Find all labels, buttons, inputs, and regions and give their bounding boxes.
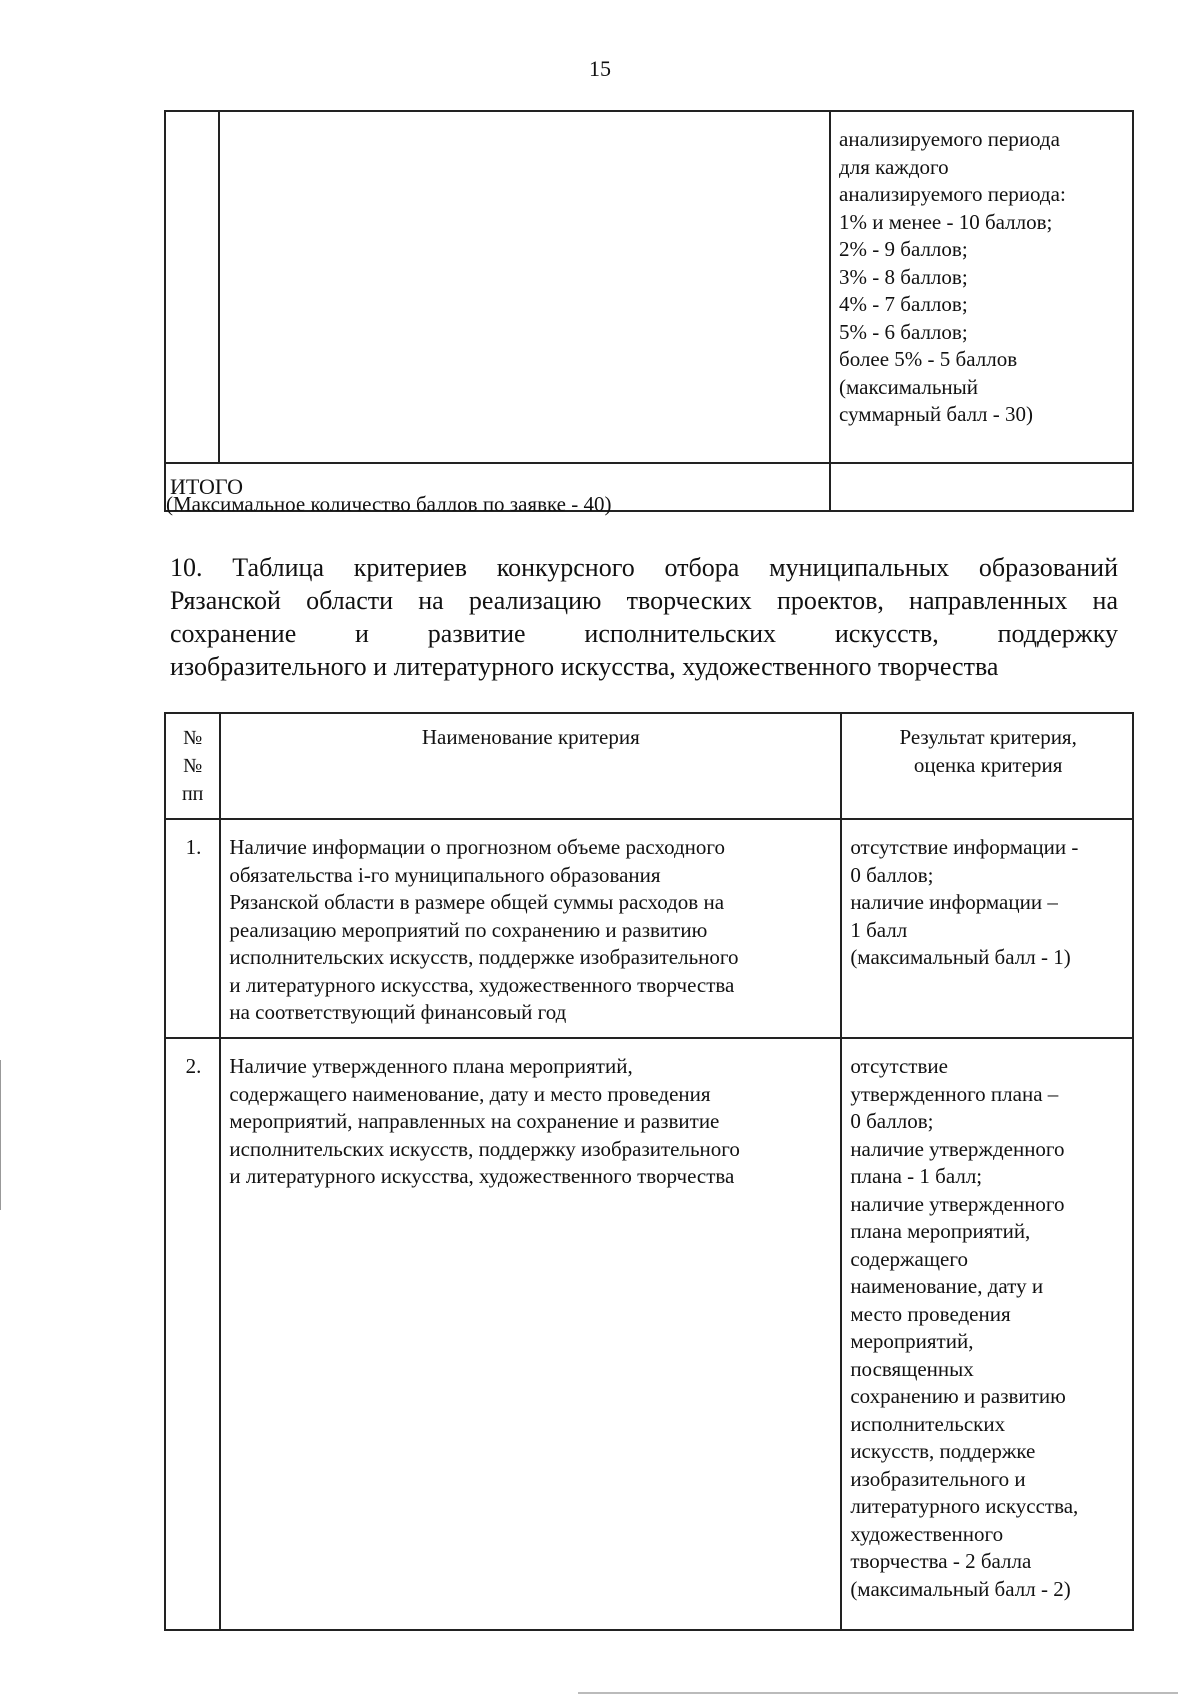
result-cell <box>830 111 1133 463</box>
criterion-line: и литературного искусства, художественного творчества <box>229 972 735 997</box>
criterion-line: исполнительских искусств, поддержку изобразительного <box>229 1136 740 1161</box>
result-line: литературного искусства, <box>850 1494 1079 1518</box>
result-line: плана - 1 балл; <box>850 1164 983 1188</box>
heading-line: изобразительного и литературного искусства, художественного творчества <box>170 652 999 681</box>
criterion-line: мероприятий, направленных на сохранение и развитие <box>229 1109 720 1133</box>
total-label: ИТОГО <box>165 463 830 511</box>
result-line: анализируемого периода <box>839 127 1060 151</box>
result-line: наличие утвержденного <box>850 1136 1065 1161</box>
heading-line: сохранение и развитие исполнительских искусств, поддержку <box>170 619 1118 648</box>
result-line: отсутствие информации - <box>850 835 1079 859</box>
result-line: отсутствие <box>850 1054 948 1078</box>
result-line: содержащего <box>850 1246 968 1271</box>
criterion-line: на соответствующий финансовый год <box>229 1000 567 1024</box>
result-line: 1% и менее - 10 баллов; <box>839 209 1053 234</box>
table-row <box>165 1038 1133 1630</box>
heading-line: 10. Таблица критериев конкурсного отбора муниципальных образований <box>170 553 1118 582</box>
criterion-name <box>220 819 841 1038</box>
result-line: наименование, дату и <box>850 1274 1044 1298</box>
result-line: суммарный балл - 30) <box>839 402 1034 426</box>
heading-line: Рязанской области на реализацию творческих проектов, направленных на <box>170 586 1118 615</box>
header-result <box>841 713 1133 819</box>
result-line: художественного <box>850 1521 1004 1546</box>
table-row <box>165 111 1133 463</box>
header-result-line: Результат критерия, <box>899 725 1077 749</box>
criterion-result <box>841 819 1133 1038</box>
result-line: (максимальный <box>839 374 979 399</box>
continuation-table <box>164 110 1134 512</box>
result-line: плана мероприятий, <box>850 1219 1031 1243</box>
criterion-line: содержащего наименование, дату и место проведения <box>229 1081 711 1106</box>
header-name: Наименование критерия <box>220 713 841 819</box>
table-row <box>165 819 1133 1038</box>
header-result-line: оценка критерия <box>913 752 1063 777</box>
result-line: (максимальный балл - 2) <box>850 1576 1071 1601</box>
table-header-row <box>165 713 1133 819</box>
result-line: 5% - 6 баллов; <box>839 319 968 344</box>
result-line: сохранению и развитию <box>850 1384 1066 1408</box>
result-line: 0 баллов; <box>850 1109 934 1133</box>
result-line: посвященных <box>850 1356 974 1381</box>
result-line: исполнительских <box>850 1411 1006 1436</box>
criterion-result <box>841 1038 1133 1630</box>
criterion-line: обязательства i-го муниципального образования <box>229 862 661 887</box>
result-line: более 5% - 5 баллов <box>839 347 1018 371</box>
header-number-line: пп <box>181 783 204 805</box>
criterion-line: и литературного искусства, художественного творчества <box>229 1164 735 1188</box>
result-line: 3% - 8 баллов; <box>839 264 968 289</box>
result-line: 0 баллов; <box>850 862 934 887</box>
result-line: для каждого <box>839 154 949 179</box>
section-heading <box>170 551 1118 683</box>
result-line: (максимальный балл - 1) <box>850 945 1071 969</box>
header-number <box>165 713 220 819</box>
row-number: 2. <box>165 1038 220 1630</box>
result-line: анализируемого периода: <box>839 182 1066 206</box>
result-line: изобразительного и <box>850 1466 1026 1491</box>
criterion-line: исполнительских искусств, поддержке изобразительного <box>229 945 739 969</box>
result-line: 4% - 7 баллов; <box>839 292 968 316</box>
max-score-note: (Максимальное количество баллов по заявке - 40) <box>166 492 612 516</box>
criterion-line: Рязанской области в размере общей суммы расходов на <box>229 890 725 914</box>
scan-artifact-edge <box>0 1060 1 1210</box>
criteria-table <box>164 712 1134 1631</box>
result-line: утвержденного плана – <box>850 1081 1059 1106</box>
criterion-line: реализацию мероприятий по сохранению и развитию <box>229 917 708 942</box>
criterion-name <box>220 1038 841 1630</box>
result-line: творчества - 2 балла <box>850 1549 1032 1573</box>
result-line: наличие утвержденного <box>850 1191 1065 1216</box>
result-line: место проведения <box>850 1301 1011 1326</box>
header-number-line: № <box>183 755 203 777</box>
total-value-cell <box>830 463 1133 511</box>
number-cell <box>165 111 219 463</box>
name-cell <box>219 111 830 463</box>
result-line: 1 балл <box>850 917 908 942</box>
result-line: наличие информации – <box>850 890 1058 914</box>
criterion-line: Наличие утвержденного плана мероприятий, <box>229 1054 633 1078</box>
criterion-line: Наличие информации о прогнозном объеме расходного <box>229 835 725 859</box>
result-line: 2% - 9 баллов; <box>839 237 968 261</box>
page-number: 15 <box>589 56 611 81</box>
result-line: искусств, поддержке <box>850 1439 1036 1463</box>
scan-artifact-line <box>578 1692 1178 1694</box>
header-number-line: № <box>183 727 203 749</box>
row-number: 1. <box>165 819 220 1038</box>
result-line: мероприятий, <box>850 1329 974 1353</box>
